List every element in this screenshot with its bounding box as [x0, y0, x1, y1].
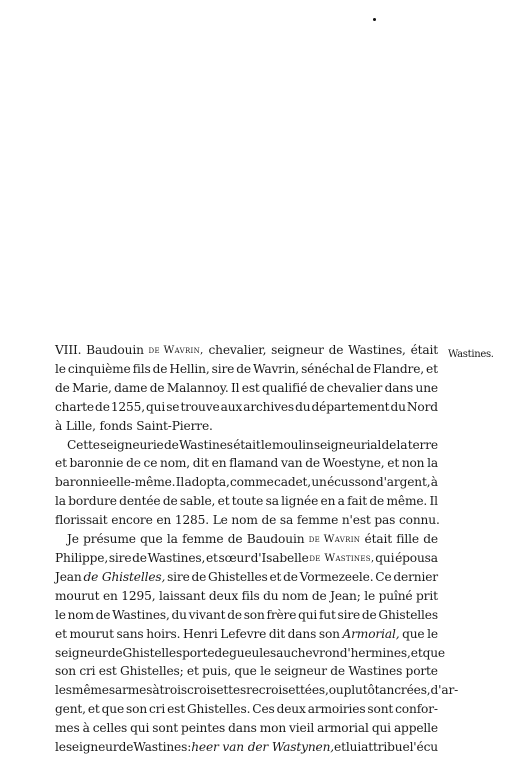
word: lignée [281, 494, 319, 509]
text-line [55, 606, 438, 625]
word: de [227, 607, 242, 622]
line-text: à Lille, fonds Saint-Pierre. [55, 418, 213, 433]
text-line [55, 568, 438, 587]
word: une [415, 380, 438, 395]
word: était [410, 343, 438, 357]
word: aux [220, 399, 243, 414]
text-line [55, 587, 438, 606]
word: est [98, 664, 117, 679]
word: présume [83, 532, 136, 547]
word: de Wavrin, [148, 344, 204, 356]
word: fille [396, 532, 419, 547]
word: se [166, 399, 180, 414]
word: l'écu [409, 740, 438, 755]
word: cri [149, 702, 166, 717]
word: est [167, 702, 185, 717]
word: que [101, 702, 125, 717]
word: qualifié [262, 380, 308, 395]
word: Jean [55, 569, 82, 584]
word: Jean; [330, 588, 361, 603]
word: celles [92, 721, 128, 736]
word: de [214, 645, 230, 660]
word: 1295, [121, 588, 156, 603]
word: Woestyne, [322, 456, 385, 471]
word: et [55, 456, 67, 471]
ink-speck [373, 18, 376, 21]
word: baronnie [55, 475, 109, 490]
word: : [187, 740, 192, 755]
text-line [55, 530, 438, 549]
word: sénéchal [301, 361, 355, 376]
word: qui [130, 721, 150, 736]
word: trois [159, 683, 187, 698]
word: le [260, 437, 272, 452]
word: que [234, 664, 257, 679]
word: Wastines, [112, 607, 170, 622]
word: sire [337, 607, 361, 622]
word: sable, [179, 494, 216, 509]
word: seigneur [65, 740, 119, 755]
word: même. [386, 494, 428, 509]
word: la [55, 494, 66, 509]
word: vivant [188, 607, 226, 622]
word: en [211, 456, 227, 471]
word: Philippe, [55, 550, 109, 565]
word: de [236, 361, 251, 376]
word: mêmes [71, 683, 115, 698]
word: Il [230, 380, 240, 395]
word: deux [276, 702, 306, 717]
word: qui [371, 721, 391, 736]
word: de [126, 456, 141, 471]
word: de [283, 569, 298, 584]
word: du [390, 399, 406, 414]
word: au [276, 645, 291, 660]
word: la [166, 532, 178, 547]
word: et [205, 550, 218, 565]
text-line [55, 398, 438, 417]
word: qui [298, 607, 318, 622]
word: chevron [290, 645, 340, 660]
word: Henri [182, 626, 218, 641]
word: de [227, 532, 243, 547]
word: Ghistelles [122, 645, 183, 660]
text-line [55, 681, 459, 700]
word: sire [167, 569, 190, 584]
word: de [95, 399, 110, 414]
word: 1255, [110, 399, 145, 414]
word: un [311, 475, 327, 490]
word: dans [287, 626, 317, 641]
word: du [171, 607, 187, 622]
word: les [55, 683, 72, 698]
text-line [55, 436, 438, 455]
word: de [328, 343, 344, 357]
word: et [410, 645, 423, 660]
word: nom, [160, 456, 191, 471]
word: son [318, 626, 340, 641]
word: fils [132, 361, 151, 376]
word: à [430, 475, 438, 490]
word: seigneurie [100, 437, 164, 452]
word: de [305, 456, 320, 471]
word: ce [143, 456, 158, 471]
word: en [320, 494, 336, 509]
word: dit [192, 456, 209, 471]
word: Ces [252, 702, 275, 717]
word: le [55, 361, 66, 376]
text-line [55, 417, 438, 436]
word: peintes [181, 721, 226, 736]
word: Baudouin [86, 343, 144, 357]
line-text: florissait encore en 1285. Le nom de sa femme n'est pas connu. [55, 513, 440, 528]
word: le [260, 664, 271, 679]
word: Wavrin, [253, 361, 300, 376]
word: Il [175, 475, 185, 490]
word: Il [429, 494, 438, 509]
text-line [55, 492, 438, 511]
word: heer van der Wastynen, [191, 740, 335, 755]
word: a [337, 494, 345, 509]
word: dit [268, 626, 285, 641]
word: Wastines [178, 437, 233, 452]
word: département [311, 399, 390, 414]
word: de [162, 494, 178, 509]
word: de [356, 361, 371, 376]
word: de [361, 607, 377, 622]
word: de [309, 380, 325, 395]
word: dernier [393, 569, 438, 584]
word: qui [375, 550, 395, 565]
word: de [107, 645, 123, 660]
word: Wastines [348, 664, 403, 679]
word: comme [229, 475, 274, 490]
word: et [186, 664, 199, 679]
word: de [132, 550, 147, 565]
word: porte [182, 645, 215, 660]
word: Wastines [133, 740, 188, 755]
text-line [55, 511, 438, 530]
word: de [149, 380, 165, 395]
word: cadet, [274, 475, 312, 490]
word: de [423, 532, 438, 547]
word: de [152, 361, 168, 376]
word: Ghistelles [208, 569, 268, 584]
word: était [233, 437, 261, 452]
word: archives [243, 399, 295, 414]
word: fait [347, 494, 368, 509]
body-text [55, 341, 459, 757]
word: seigneurial [313, 437, 382, 452]
word: toute [231, 494, 264, 509]
word: le [55, 607, 66, 622]
word: seigneur [55, 645, 108, 660]
word: du [295, 399, 311, 414]
word: et [87, 702, 100, 717]
word: lui [345, 740, 362, 755]
text-line [55, 738, 438, 757]
word: la [396, 437, 408, 452]
text-line [55, 644, 445, 663]
word: son [243, 607, 265, 622]
word: Wastines, [348, 343, 406, 357]
word: ancrées, [379, 683, 431, 698]
word: adopta, [184, 475, 230, 490]
word: croisettes [186, 683, 247, 698]
word: fut [318, 607, 336, 622]
word: chevalier, [208, 343, 267, 357]
word: Ghistelles [378, 607, 438, 622]
word: cinquième [67, 361, 131, 376]
word: Je [67, 532, 79, 547]
word: de Ghistelles, [83, 569, 166, 584]
word: sa [265, 494, 279, 509]
word: Nord [406, 399, 438, 414]
text-line [55, 360, 438, 379]
word: hoirs. [146, 626, 181, 641]
word: est [241, 380, 260, 395]
word: sont [367, 702, 394, 717]
word: Marie, [72, 380, 112, 395]
word: et [426, 361, 438, 376]
word: porte [405, 664, 438, 679]
word: était [364, 532, 392, 547]
word: et [269, 569, 282, 584]
word: Ce [375, 569, 392, 584]
text-line [55, 454, 438, 473]
word: Lefevre [220, 626, 267, 641]
word: mon [259, 721, 287, 736]
word: armorial [317, 721, 369, 736]
word: Cette [67, 437, 100, 452]
word: nom [282, 588, 309, 603]
word: mourut [69, 626, 114, 641]
word: que [402, 626, 425, 641]
word: attribue [361, 740, 410, 755]
word: puis, [202, 664, 231, 679]
word: elle-même. [109, 475, 176, 490]
text-line [55, 379, 438, 398]
word: laissant [158, 588, 206, 603]
word: recroisettées, [246, 683, 329, 698]
text-line [55, 549, 438, 568]
word: le [427, 626, 438, 641]
word: Wastines, [147, 550, 206, 565]
word: sœur [218, 550, 250, 565]
word: moulin [272, 437, 314, 452]
word: que [140, 532, 163, 547]
word: d'Isabelle [250, 550, 309, 565]
word: Malannoy. [166, 380, 229, 395]
word: prit [416, 588, 438, 603]
word: flamand [229, 456, 279, 471]
word: frère [266, 607, 297, 622]
word: sire [108, 550, 132, 565]
word: deux [208, 588, 239, 603]
word: de [163, 437, 179, 452]
word: de [369, 494, 385, 509]
word: Ghistelles; [120, 664, 184, 679]
word: sire [211, 361, 235, 376]
word: ou [328, 683, 344, 698]
word: dans [384, 380, 414, 395]
word: son [55, 664, 76, 679]
word: non [401, 456, 425, 471]
word: de Wastines, [309, 551, 375, 564]
word: armes [114, 683, 153, 698]
word: gent, [55, 702, 86, 717]
word: femme [182, 532, 224, 547]
word: mes [55, 721, 80, 736]
word: puîné [378, 588, 413, 603]
word: et [217, 494, 230, 509]
word: épousa [395, 550, 438, 565]
word: d'hermines, [339, 645, 411, 660]
word: appelle [393, 721, 438, 736]
word: son [126, 702, 148, 717]
word: dentée [119, 494, 161, 509]
word: dans [228, 721, 257, 736]
word: du [263, 588, 279, 603]
word: Vormezeele. [299, 569, 374, 584]
word: gueules [229, 645, 277, 660]
word: Armorial, [342, 626, 400, 641]
word: mourut [55, 588, 100, 603]
text-line [55, 625, 438, 644]
text-line [55, 473, 438, 492]
word: confor- [395, 702, 438, 717]
word: de [118, 740, 134, 755]
word: charte [55, 399, 94, 414]
word: van [280, 456, 303, 471]
word: de [381, 437, 397, 452]
word: Flandre, [373, 361, 424, 376]
word: chevalier [326, 380, 383, 395]
word: Baudouin [246, 532, 305, 547]
word: d'ar- [430, 683, 459, 698]
word: cri [79, 664, 96, 679]
text-line [55, 662, 438, 681]
word: de [311, 588, 327, 603]
margin-note: Wastines. [448, 349, 494, 360]
word: de [95, 607, 111, 622]
word: le [364, 588, 376, 603]
word: bordure [68, 494, 117, 509]
word: à [82, 721, 90, 736]
word: et [387, 456, 400, 471]
word: de [191, 569, 207, 584]
word: Ghistelles. [186, 702, 251, 717]
word: le [55, 740, 66, 755]
word: terre [407, 437, 438, 452]
word: trouve [180, 399, 220, 414]
word: seigneur [271, 343, 324, 357]
word: de Wavrin [308, 533, 361, 546]
word: baronnie [69, 456, 124, 471]
word: dame [114, 380, 148, 395]
word: plutôt [343, 683, 380, 698]
word: sont [152, 721, 179, 736]
word: Hellin, [169, 361, 210, 376]
word: VIII. [55, 343, 82, 357]
word: et [334, 740, 346, 755]
word: de [55, 380, 70, 395]
word: fils [241, 588, 260, 603]
word: armoiries [307, 702, 366, 717]
word: en [102, 588, 118, 603]
word: et [55, 626, 67, 641]
word: sans [116, 626, 144, 641]
word: écusson [327, 475, 376, 490]
word: seigneur [274, 664, 327, 679]
word: de [330, 664, 345, 679]
word: à [152, 683, 160, 698]
word: nom [67, 607, 94, 622]
word: que [422, 645, 445, 660]
word: la [427, 456, 438, 471]
text-line [55, 700, 438, 719]
word: vieil [289, 721, 315, 736]
text-line [55, 341, 438, 360]
word: d'argent, [375, 475, 431, 490]
word: qui [146, 399, 166, 414]
text-line [55, 719, 438, 738]
